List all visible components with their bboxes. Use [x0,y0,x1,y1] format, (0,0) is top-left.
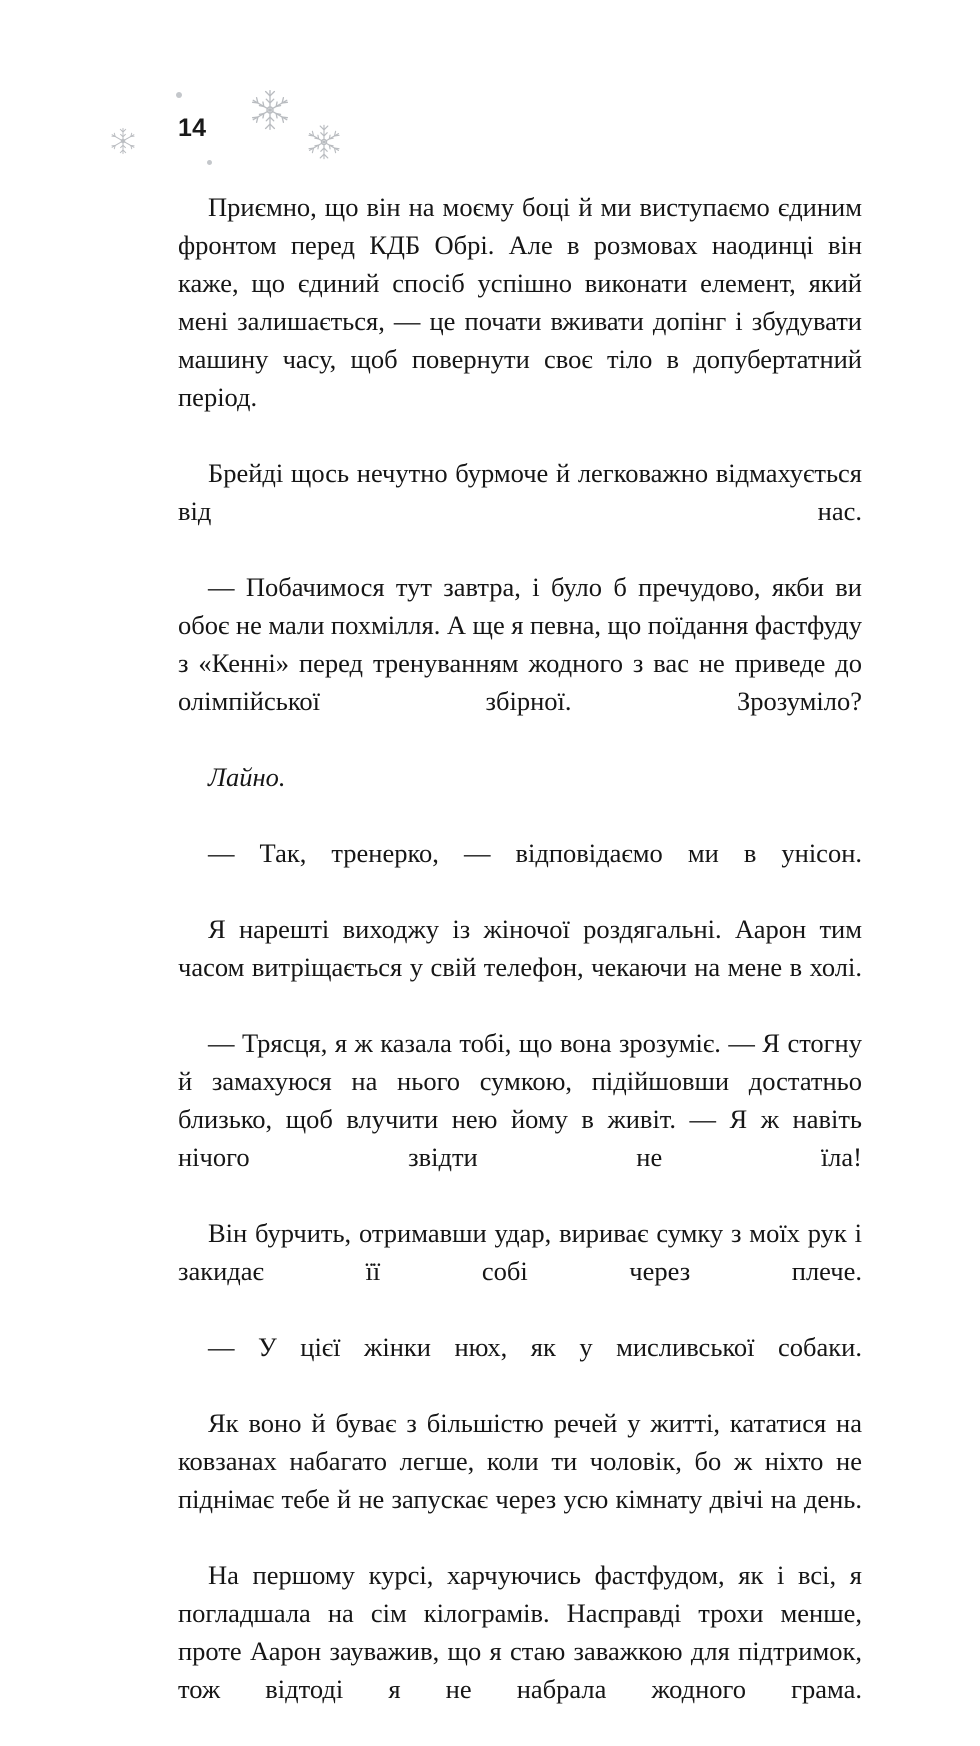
body-text [178,188,862,1746]
paragraph: На першому курсі, харчуючись фастфудом, як і всі, я погладшала на сім кілограмів. Насправді трохи менше, проте Аарон зауважив, що я стаю заважкою для підтримок, тож відтоді я не набрала жодного грама. [178,1556,862,1746]
paragraph: — Побачимося тут завтра, і було б пречудово, якби ви обоє не мали похмілля. А ще я певна, що поїдання фастфуду з «Кенні» перед тренуванням жодного з вас не приведе до олімпійської збірної. Зрозуміло? [178,568,862,758]
paragraph: Брейді щось нечутно бурмоче й легковажно відмахується від нас. [178,454,862,568]
snowflake-right-large-icon [305,123,343,161]
snowflake-left-small-icon [108,126,138,156]
paragraph: Я нарешті виходжу із жіночої роздягальні. Аарон тим часом витріщається у свій телефон, чекаючи на мене в холі. [178,910,862,1024]
paragraph: Як воно й буває з більшістю речей у житті, кататися на ковзанах набагато легше, коли ти чоловік, бо ж ніхто не піднімає тебе й не запускає через усю кімнату двічі на день. [178,1404,862,1556]
paragraph-italic: Лайно. [178,758,862,834]
paragraph: Приємно, що він на моєму боці й ми виступаємо єдиним фронтом перед КДБ Обрі. Але в розмовах наодинці він каже, що єдиний спосіб успішно виконати елемент, який мені залишається, — це почати вживати допінг і збудувати машину часу, щоб повернути своє тіло в допубертатний період. [178,188,862,454]
snowflake-top-large-icon [248,88,292,132]
paragraph: — У цієї жінки нюх, як у мисливської собаки. [178,1328,862,1404]
paragraph: Він бурчить, отримавши удар, вириває сумку з моїх рук і закидає її собі через плече. [178,1214,862,1328]
paragraph: — Трясця, я ж казала тобі, що вона зрозуміє. — Я стогну й замахуюся на нього сумкою, підійшовши достатньо близько, щоб влучити нею йому в живіт. — Я ж навіть нічого звідти не їла! [178,1024,862,1214]
snow-dot-lower-icon [207,160,212,165]
snow-dot-upper-icon [176,92,182,98]
page-header-decoration [0,0,980,185]
page-number: 14 [178,116,206,141]
paragraph: — Так, тренерко, — відповідаємо ми в унісон. [178,834,862,910]
